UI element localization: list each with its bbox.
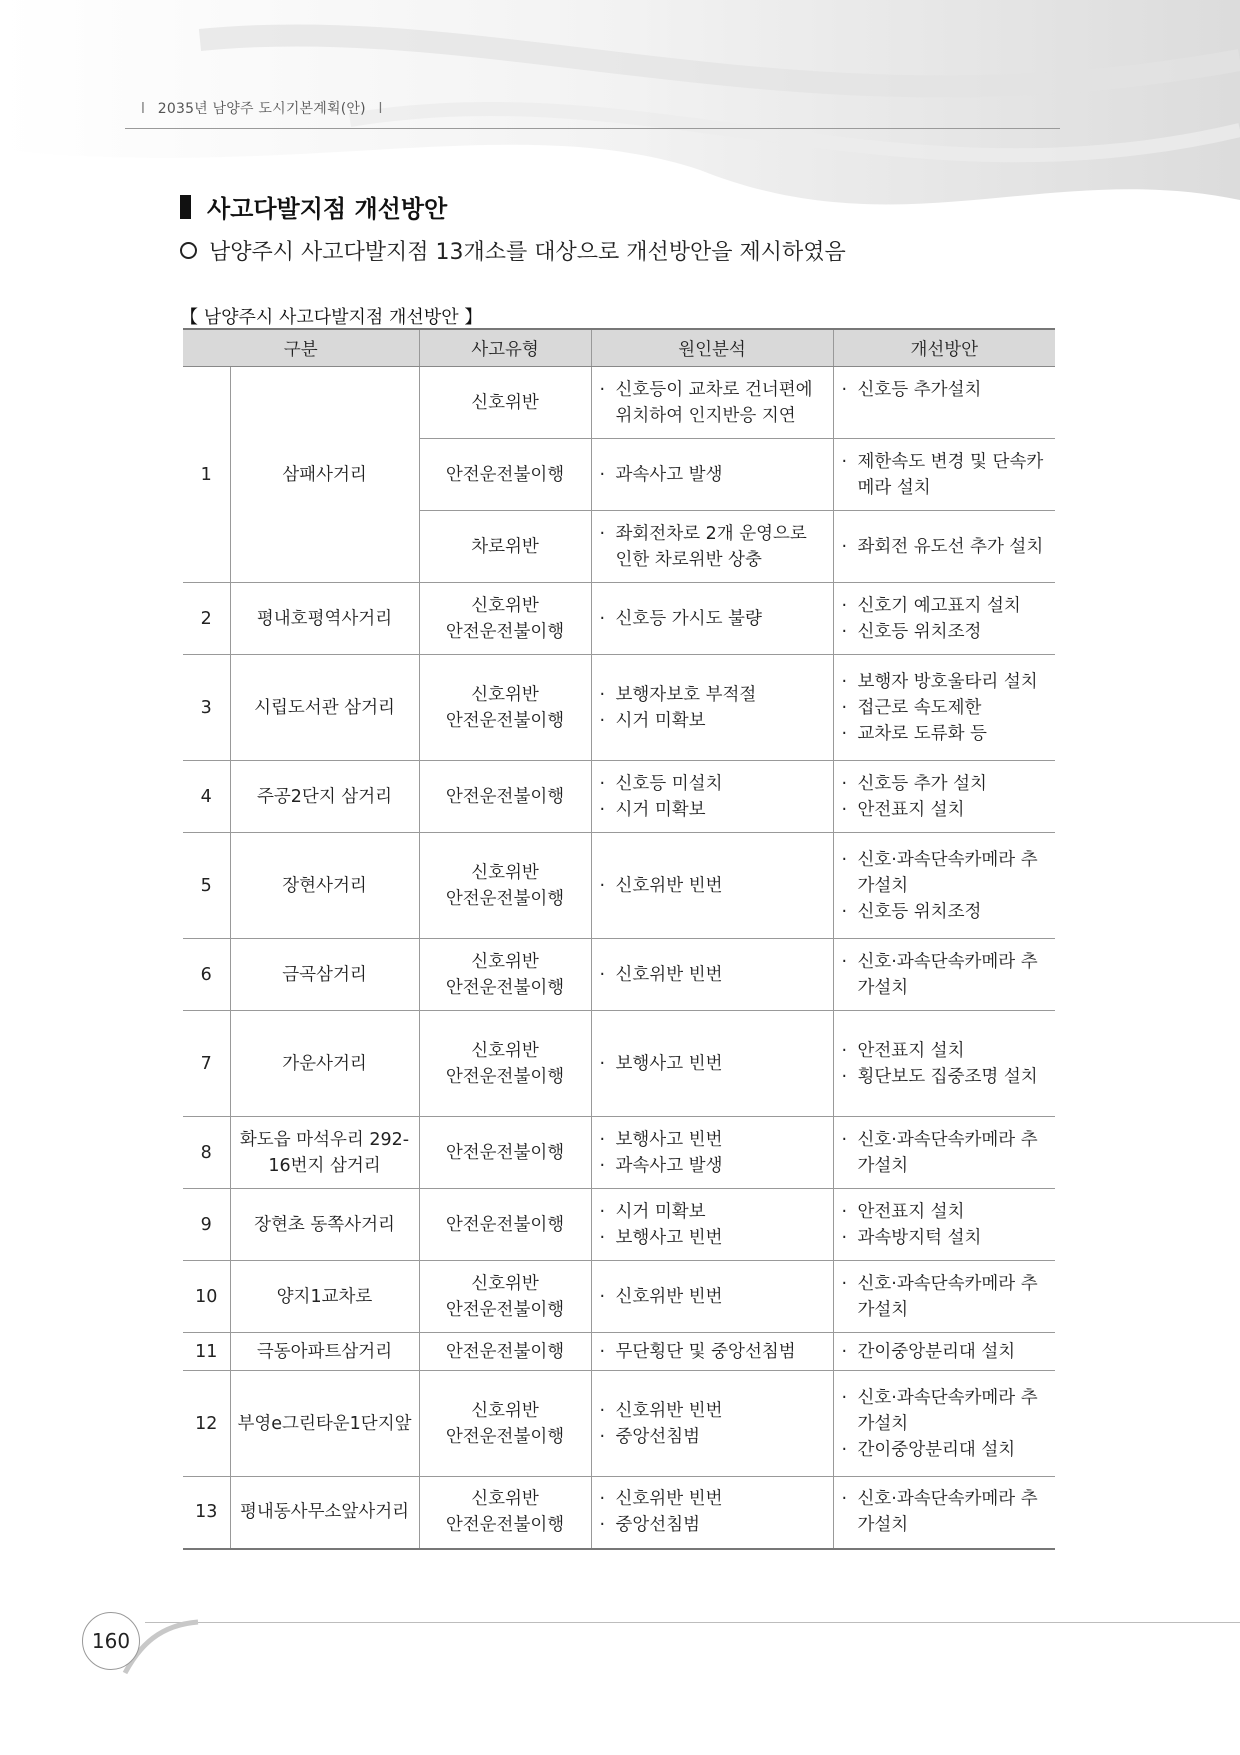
type-cell [419, 1261, 591, 1333]
type-line: 신호위반 [471, 1273, 539, 1294]
type-cell [419, 583, 591, 655]
cause-item: · 좌회전차로 2개 운영으로 인한 차로위반 상충 [598, 521, 827, 573]
type-line: 안전운전불이행 [445, 1426, 565, 1447]
cause-cell [591, 1371, 833, 1477]
row-number: 10 [183, 1261, 230, 1333]
type-line: 안전운전불이행 [445, 1066, 565, 1087]
table-row [183, 1371, 1055, 1477]
measure-cell [833, 1333, 1055, 1371]
cause-cell [591, 833, 833, 939]
cause-item: · 중앙선침범 [598, 1424, 827, 1450]
measure-item: · 신호·과속단속카메라 추가설치 [840, 1385, 1050, 1437]
cause-cell [591, 583, 833, 655]
measure-cell [833, 1117, 1055, 1189]
location-cell: 평내호평역사거리 [230, 583, 419, 655]
type-line: 안전운전불이행 [445, 888, 565, 909]
measure-item: · 좌회전 유도선 추가 설치 [840, 534, 1050, 560]
measure-item: · 과속방지턱 설치 [840, 1225, 1050, 1251]
type-cell [419, 655, 591, 761]
table-row [183, 833, 1055, 939]
cause-cell [591, 1117, 833, 1189]
table-header-row [183, 329, 1055, 367]
row-number: 11 [183, 1333, 230, 1371]
type-cell [419, 1011, 591, 1117]
cause-cell [591, 1011, 833, 1117]
type-line: 신호위반 [471, 392, 539, 413]
location-cell: 평내동사무소앞사거리 [230, 1477, 419, 1549]
table-row [183, 655, 1055, 761]
row-number: 8 [183, 1117, 230, 1189]
location-cell: 주공2단지 삼거리 [230, 761, 419, 833]
measure-item: · 제한속도 변경 및 단속카메라 설치 [840, 449, 1050, 501]
location-cell: 화도읍 마석우리 292-16번지 삼거리 [230, 1117, 419, 1189]
measure-item: · 신호등 위치조정 [840, 899, 1050, 925]
measure-item: · 신호기 예고표지 설치 [840, 593, 1050, 619]
measure-item: · 신호·과속단속카메라 추가설치 [840, 949, 1050, 1001]
measure-item: · 접근로 속도제한 [840, 695, 1050, 721]
measure-item: · 신호등 추가 설치 [840, 771, 1050, 797]
measure-cell [833, 1261, 1055, 1333]
type-line: 신호위반 [471, 1040, 539, 1061]
type-cell [419, 1371, 591, 1477]
type-line: 안전운전불이행 [445, 1142, 565, 1163]
measure-item: · 간이중앙분리대 설치 [840, 1339, 1050, 1365]
location-cell: 양지1교차로 [230, 1261, 419, 1333]
cause-item: · 신호위반 빈번 [598, 962, 827, 988]
header-cause-analysis: 원인분석 [591, 329, 833, 367]
cause-cell [591, 761, 833, 833]
page-number: 160 [82, 1612, 140, 1670]
running-header-bar-left: l [141, 101, 146, 117]
type-line: 신호위반 [471, 684, 539, 705]
cause-item: · 시거 미확보 [598, 797, 827, 823]
measure-item: · 안전표지 설치 [840, 1199, 1050, 1225]
type-line: 신호위반 [471, 862, 539, 883]
table-row [183, 1189, 1055, 1261]
cause-item: · 신호등이 교차로 건너편에 위치하여 인지반응 지연 [598, 377, 827, 429]
cause-item: · 보행사고 빈번 [598, 1051, 827, 1077]
cause-cell [591, 511, 833, 583]
row-number: 5 [183, 833, 230, 939]
measure-cell [833, 939, 1055, 1011]
measure-cell [833, 439, 1055, 511]
type-line: 신호위반 [471, 951, 539, 972]
cause-item: · 신호위반 빈번 [598, 1284, 827, 1310]
row-number: 3 [183, 655, 230, 761]
type-line: 신호위반 [471, 595, 539, 616]
measure-item: · 안전표지 설치 [840, 1038, 1050, 1064]
cause-item: · 보행사고 빈번 [598, 1225, 827, 1251]
type-cell [419, 1117, 591, 1189]
type-cell [419, 833, 591, 939]
cause-item: · 신호등 미설치 [598, 771, 827, 797]
location-cell: 시립도서관 삼거리 [230, 655, 419, 761]
section-heading [180, 189, 447, 224]
running-header-title: 2035년 남양주 도시기본계획(안) [157, 101, 366, 117]
measure-cell [833, 1477, 1055, 1549]
measure-cell [833, 1011, 1055, 1117]
row-number: 4 [183, 761, 230, 833]
row-number: 6 [183, 939, 230, 1011]
type-line: 신호위반 [471, 1489, 539, 1510]
measure-item: · 간이중앙분리대 설치 [840, 1437, 1050, 1463]
measure-item: · 신호등 위치조정 [840, 619, 1050, 645]
type-line: 안전운전불이행 [445, 1299, 565, 1320]
heading-square-icon [180, 195, 191, 219]
location-cell: 부영e그린타운1단지앞 [230, 1371, 419, 1477]
cause-cell [591, 1477, 833, 1549]
header-category: 구분 [183, 329, 419, 367]
header-accident-type: 사고유형 [419, 329, 591, 367]
measure-cell [833, 511, 1055, 583]
footer-divider [145, 1622, 1240, 1623]
measure-cell [833, 583, 1055, 655]
measure-item: · 횡단보도 집중조명 설치 [840, 1064, 1050, 1090]
header-divider [125, 128, 1060, 129]
cause-cell [591, 439, 833, 511]
table-row [183, 1011, 1055, 1117]
type-cell [419, 761, 591, 833]
type-cell [419, 1189, 591, 1261]
cause-cell [591, 1261, 833, 1333]
type-line: 안전운전불이행 [445, 710, 565, 731]
cause-cell [591, 1333, 833, 1371]
measure-cell [833, 367, 1055, 439]
cause-item: · 과속사고 발생 [598, 462, 827, 488]
type-cell [419, 939, 591, 1011]
measure-item: · 교차로 도류화 등 [840, 721, 1050, 747]
measure-item: · 신호·과속단속카메라 추가설치 [840, 1127, 1050, 1179]
cause-cell [591, 367, 833, 439]
type-cell [419, 1477, 591, 1549]
type-cell [419, 1333, 591, 1371]
header-improvement: 개선방안 [833, 329, 1055, 367]
section-title-text: 사고다발지점 개선방안 [207, 195, 448, 223]
measure-cell [833, 655, 1055, 761]
row-number: 2 [183, 583, 230, 655]
location-cell: 장현초 동쪽사거리 [230, 1189, 419, 1261]
table-row [183, 1261, 1055, 1333]
intro-paragraph [180, 235, 846, 266]
improvement-table [183, 328, 1055, 1550]
cause-item: · 신호위반 빈번 [598, 1486, 827, 1512]
cause-cell [591, 939, 833, 1011]
type-line: 안전운전불이행 [445, 1214, 565, 1235]
cause-item: · 시거 미확보 [598, 1199, 827, 1225]
cause-item: · 무단횡단 및 중앙선침범 [598, 1339, 827, 1365]
cause-item: · 과속사고 발생 [598, 1153, 827, 1179]
measure-item: · 신호·과속단속카메라 추가설치 [840, 1486, 1050, 1538]
cause-item: · 보행자보호 부적절 [598, 682, 827, 708]
cause-cell [591, 1189, 833, 1261]
row-number: 13 [183, 1477, 230, 1549]
table-row [183, 367, 1055, 439]
row-number: 1 [183, 367, 230, 583]
cause-item: · 신호위반 빈번 [598, 1398, 827, 1424]
hollow-circle-bullet-icon [180, 242, 197, 259]
location-cell: 삼패사거리 [230, 367, 419, 583]
measure-cell [833, 1189, 1055, 1261]
intro-text: 남양주시 사고다발지점 13개소를 대상으로 개선방안을 제시하였음 [209, 240, 846, 265]
row-number: 7 [183, 1011, 230, 1117]
cause-item: · 중앙선침범 [598, 1512, 827, 1538]
table-row [183, 1477, 1055, 1549]
location-cell: 극동아파트삼거리 [230, 1333, 419, 1371]
measure-item: · 신호등 추가설치 [840, 377, 1050, 403]
type-cell [419, 367, 591, 439]
type-line: 차로위반 [471, 536, 539, 557]
location-cell: 금곡삼거리 [230, 939, 419, 1011]
cause-item: · 보행사고 빈번 [598, 1127, 827, 1153]
measure-item: · 신호·과속단속카메라 추가설치 [840, 1271, 1050, 1323]
measure-item: · 안전표지 설치 [840, 797, 1050, 823]
measure-cell [833, 833, 1055, 939]
table-row [183, 1117, 1055, 1189]
measure-cell [833, 761, 1055, 833]
type-line: 신호위반 [471, 1400, 539, 1421]
type-line: 안전운전불이행 [445, 1515, 565, 1536]
type-line: 안전운전불이행 [445, 1341, 565, 1362]
table-row [183, 1333, 1055, 1371]
running-header-bar-right: l [378, 101, 383, 117]
table-row [183, 583, 1055, 655]
type-cell [419, 439, 591, 511]
cause-item: · 신호위반 빈번 [598, 873, 827, 899]
location-cell: 가운사거리 [230, 1011, 419, 1117]
table-caption: 【 남양주시 사고다발지점 개선방안 】 [180, 307, 483, 328]
type-line: 안전운전불이행 [445, 786, 565, 807]
measure-item: · 보행자 방호울타리 설치 [840, 669, 1050, 695]
location-cell: 장현사거리 [230, 833, 419, 939]
type-line: 안전운전불이행 [445, 464, 565, 485]
running-header [133, 98, 391, 118]
measure-cell [833, 1371, 1055, 1477]
cause-item: · 시거 미확보 [598, 708, 827, 734]
row-number: 9 [183, 1189, 230, 1261]
row-number: 12 [183, 1371, 230, 1477]
type-line: 안전운전불이행 [445, 621, 565, 642]
measure-item: · 신호·과속단속카메라 추가설치 [840, 847, 1050, 899]
table-row [183, 939, 1055, 1011]
type-line: 안전운전불이행 [445, 977, 565, 998]
table-row [183, 761, 1055, 833]
type-cell [419, 511, 591, 583]
cause-item: · 신호등 가시도 불량 [598, 606, 827, 632]
cause-cell [591, 655, 833, 761]
